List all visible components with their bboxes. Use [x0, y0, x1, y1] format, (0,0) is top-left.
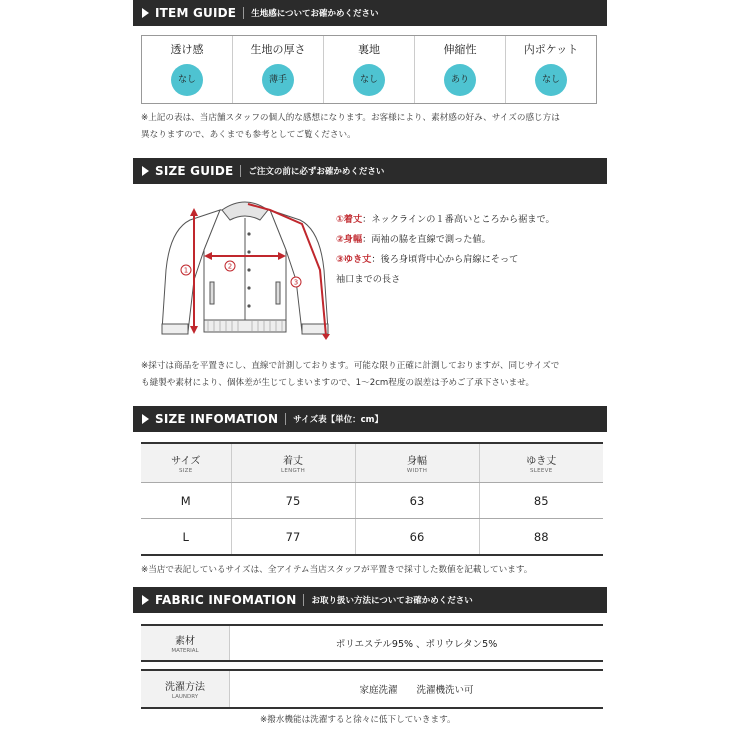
- item-guide-title: ITEM GUIDE: [155, 6, 237, 20]
- item-guide-label: 透け感: [170, 43, 204, 56]
- fabric-value: 家庭洗濯 洗濯機洗い可: [359, 685, 474, 696]
- width-cell: 66: [355, 519, 479, 556]
- item-guide-value-badge: なし: [353, 64, 385, 96]
- legend-item: ②身幅：両袖の脇を直線で測った値。: [336, 234, 491, 245]
- marker-3: 3: [293, 278, 299, 287]
- item-guide-subtitle: 生地感についてお確かめください: [251, 9, 379, 19]
- fabric-key: 洗濯方法 LAUNDRY: [141, 671, 230, 707]
- fabric-info-title: FABRIC INFOMATION: [155, 593, 297, 607]
- item-guide-value-badge: なし: [171, 64, 203, 96]
- marker-2: 2: [227, 262, 233, 271]
- fabric-note: ※撥水機能は洗濯すると徐々に低下していきます。: [260, 715, 456, 725]
- fabric-info-header: [133, 587, 607, 613]
- item-guide-table: [141, 35, 597, 104]
- item-guide-cell: [323, 36, 414, 103]
- size-guide-subtitle: ご注文の前に必ずお確かめください: [248, 167, 385, 177]
- size-info-subtitle: サイズ表【単位：cm】: [293, 415, 383, 425]
- sleeve-cell: 85: [479, 483, 603, 519]
- fabric-row-material: [141, 624, 603, 662]
- jacket-diagram: [150, 190, 340, 340]
- header-divider: [303, 594, 304, 606]
- item-guide-value-badge: あり: [444, 64, 476, 96]
- header-cell: 着丈 LENGTH: [231, 443, 355, 483]
- triangle-icon: [142, 166, 149, 176]
- fabric-value: ポリエステル95% 、ポリウレタン5%: [335, 639, 498, 650]
- legend-item: ①着丈：ネックラインの１番高いところから裾まで。: [336, 214, 555, 225]
- header-cell: 身幅 WIDTH: [355, 443, 479, 483]
- measure-legend: [336, 210, 555, 290]
- item-guide-label: 伸縮性: [443, 43, 477, 56]
- hem-rib: [204, 320, 286, 332]
- item-guide-label: 内ポケット: [523, 43, 579, 56]
- header-cell: ゆき丈 SLEEVE: [479, 443, 603, 483]
- note-line: も縫製や素材により、個体差が生じてしまいますので、1〜2cm程度の誤差は予めご了承下さいませ。: [141, 378, 535, 388]
- item-guide-value-badge: なし: [535, 64, 567, 96]
- item-guide-header: [133, 0, 607, 26]
- table-row: [141, 519, 603, 556]
- triangle-icon: [142, 8, 149, 18]
- marker-1: 1: [183, 266, 189, 275]
- fabric-info-subtitle: お取り扱い方法についてお確かめください: [311, 596, 473, 606]
- size-table-header: [141, 443, 603, 483]
- item-guide-note: [141, 110, 560, 144]
- item-guide-cell: [232, 36, 323, 103]
- triangle-icon: [142, 414, 149, 424]
- size-cell: M: [141, 483, 231, 519]
- note-line: 異なりますので、あくまでも参考としてご覧ください。: [141, 130, 356, 140]
- table-row: [141, 483, 603, 519]
- length-cell: 75: [231, 483, 355, 519]
- size-table: [141, 442, 603, 556]
- sleeve-cell: 88: [479, 519, 603, 556]
- triangle-icon: [142, 595, 149, 605]
- item-guide-value-badge: 薄手: [262, 64, 294, 96]
- header-divider: [243, 7, 244, 19]
- legend-item-cont: 袖口までの長さ: [336, 274, 401, 285]
- item-guide-cell: [142, 36, 232, 103]
- header-cell: サイズ SIZE: [141, 443, 231, 483]
- header-divider: [285, 413, 286, 425]
- item-guide-cell: [414, 36, 505, 103]
- size-info-header: [133, 406, 607, 432]
- size-cell: L: [141, 519, 231, 556]
- fabric-row-laundry: [141, 669, 603, 709]
- length-cell: 77: [231, 519, 355, 556]
- item-guide-cell: [505, 36, 596, 103]
- size-info-note: ※当店で表記しているサイズは、全アイテム当店スタッフが平置きで採寸した数値を記載しています。: [141, 565, 533, 575]
- header-divider: [240, 165, 241, 177]
- item-guide-label: 生地の厚さ: [250, 43, 306, 56]
- left-cuff: [162, 324, 188, 334]
- note-line: ※採寸は商品を平置きにし、直線で計測しております。可能な限り正確に計測しておりますが、同じサイズで: [141, 361, 560, 371]
- size-info-title: SIZE INFOMATION: [155, 412, 279, 426]
- size-guide-header: [133, 158, 607, 184]
- item-guide-label: 裏地: [358, 43, 380, 56]
- width-cell: 63: [355, 483, 479, 519]
- fabric-key: 素材 MATERIAL: [141, 626, 230, 660]
- size-guide-note: [141, 358, 559, 392]
- legend-item: ③ゆき丈：後ろ身頃背中心から肩線にそって: [336, 254, 519, 265]
- note-line: ※上記の表は、当店舗スタッフの個人的な感想になります。お客様により、素材感の好み、サイズの感じ方は: [141, 113, 560, 123]
- size-guide-title: SIZE GUIDE: [155, 164, 234, 178]
